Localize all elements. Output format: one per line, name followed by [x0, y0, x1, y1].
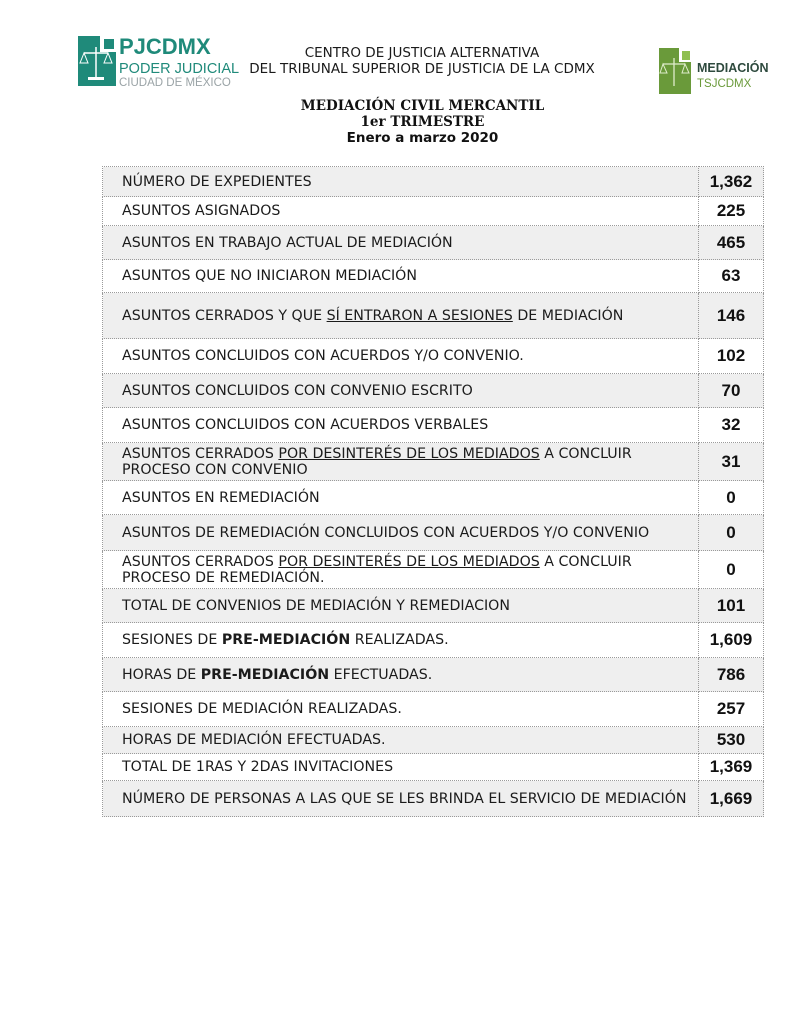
pjcdmx-logo — [78, 33, 240, 88]
row-label-text: TOTAL DE 1RAS Y 2DAS INVITACIONES — [122, 759, 394, 775]
table-row — [103, 260, 764, 293]
row-value: 1,669 — [699, 781, 764, 817]
table-row — [103, 481, 764, 515]
row-label-text: ASUNTOS EN TRABAJO ACTUAL DE MEDIACIÓN — [122, 234, 453, 251]
report-title: MEDIACIÓN CIVIL MERCANTIL — [300, 98, 545, 114]
row-value: 102 — [699, 339, 764, 374]
table-row — [103, 293, 764, 339]
row-label-text: NÚMERO DE PERSONAS A LAS QUE SE LES BRINDA EL SERVICIO DE MEDIACIÓN — [122, 790, 687, 807]
row-label-text: ASUNTOS CERRADOS — [122, 553, 279, 570]
row-label-text: ASUNTOS CONCLUIDOS CON CONVENIO ESCRITO — [122, 382, 473, 399]
row-label-text-end: DE MEDIACIÓN — [512, 307, 624, 324]
table-row — [103, 589, 764, 623]
row-label-text-end: A CONCLUIR PROCESO DE REMEDIACIÓN. — [122, 553, 632, 586]
row-label-text-end: EFECTUADAS. — [329, 666, 433, 683]
row-label-text-end: A CONCLUIR PROCESO CON CONVENIO — [122, 445, 632, 478]
row-label-underlined: SÍ ENTRARON A SESIONES — [326, 307, 513, 324]
row-value: 786 — [699, 658, 764, 692]
table-row — [103, 551, 764, 589]
table-row — [103, 658, 764, 692]
header-line-1: CENTRO DE JUSTICIA ALTERNATIVA — [304, 45, 540, 61]
row-label — [103, 260, 699, 293]
row-label-underlined: POR DESINTERÉS DE LOS MEDIADOS — [278, 553, 540, 570]
row-label — [103, 481, 699, 515]
row-value: 32 — [699, 408, 764, 443]
statistics-table — [102, 166, 764, 817]
row-label-text: HORAS DE MEDIACIÓN EFECTUADAS. — [122, 732, 386, 748]
svg-text:TSJCDMX: TSJCDMX — [697, 78, 752, 90]
row-label-text: HORAS DE — [122, 666, 201, 683]
row-label-text: ASUNTOS CERRADOS — [122, 445, 279, 462]
row-value: 146 — [699, 293, 764, 339]
row-value: 63 — [699, 260, 764, 293]
table-row — [103, 408, 764, 443]
table-row — [103, 443, 764, 481]
table-row — [103, 226, 764, 260]
row-value: 1,369 — [699, 754, 764, 781]
row-value: 530 — [699, 727, 764, 754]
svg-text:PJCDMX: PJCDMX — [119, 34, 211, 59]
row-label-bold: PRE-MEDIACIÓN — [221, 632, 351, 648]
table-row — [103, 339, 764, 374]
row-label-bold: PRE-MEDIACIÓN — [200, 666, 330, 683]
row-label — [103, 339, 699, 374]
row-label-text: ASUNTOS ASIGNADOS — [122, 203, 281, 219]
mediacion-emblem-icon — [659, 48, 691, 94]
row-label-text: ASUNTOS EN REMEDIACIÓN — [122, 489, 320, 506]
row-label-text: ASUNTOS CONCLUIDOS CON ACUERDOS VERBALES — [122, 417, 489, 433]
row-value: 257 — [699, 692, 764, 727]
row-label — [103, 658, 699, 692]
row-label-text: SESIONES DE — [122, 632, 222, 648]
svg-text:CIUDAD DE MÉXICO: CIUDAD DE MÉXICO — [119, 77, 231, 88]
row-label-text: SESIONES DE MEDIACIÓN REALIZADAS. — [122, 701, 402, 717]
table-row — [103, 197, 764, 226]
row-value: 225 — [699, 197, 764, 226]
table-row — [103, 781, 764, 817]
row-label — [103, 692, 699, 727]
report-date-range: Enero a marzo 2020 — [346, 130, 499, 146]
row-label-text: ASUNTOS CERRADOS Y QUE — [122, 307, 327, 324]
row-label — [103, 727, 699, 754]
svg-text:PODER JUDICIAL: PODER JUDICIAL — [119, 61, 240, 77]
table-row — [103, 623, 764, 658]
row-label-underlined: POR DESINTERÉS DE LOS MEDIADOS — [278, 445, 540, 462]
row-label-text: NÚMERO DE EXPEDIENTES — [122, 173, 312, 190]
row-label — [103, 197, 699, 226]
table-row — [103, 727, 764, 754]
row-label-text-end: REALIZADAS. — [350, 632, 449, 648]
institution-header — [232, 45, 612, 77]
svg-text:MEDIACIÓN: MEDIACIÓN — [697, 61, 769, 75]
row-label — [103, 781, 699, 817]
table-row — [103, 374, 764, 408]
row-label — [103, 551, 699, 589]
row-label-text: ASUNTOS CONCLUIDOS CON ACUERDOS Y/O CONVENIO. — [122, 348, 524, 364]
row-value: 31 — [699, 443, 764, 481]
row-value: 70 — [699, 374, 764, 408]
row-label — [103, 515, 699, 551]
row-label-text: ASUNTOS DE REMEDIACIÓN CONCLUIDOS CON ACUERDOS Y/O CONVENIO — [122, 524, 650, 541]
scales-emblem-icon — [78, 36, 116, 86]
row-label — [103, 754, 699, 781]
row-label — [103, 408, 699, 443]
report-period: 1er TRIMESTRE — [360, 113, 485, 130]
row-value: 0 — [699, 515, 764, 551]
row-label — [103, 293, 699, 339]
row-label — [103, 374, 699, 408]
table-row — [103, 167, 764, 197]
row-value: 101 — [699, 589, 764, 623]
row-label — [103, 589, 699, 623]
row-label — [103, 226, 699, 260]
header-line-2: DEL TRIBUNAL SUPERIOR DE JUSTICIA DE LA CDMX — [249, 61, 595, 77]
row-label-text: TOTAL DE CONVENIOS DE MEDIACIÓN Y REMEDIACION — [122, 597, 510, 614]
row-value: 465 — [699, 226, 764, 260]
row-label — [103, 443, 699, 481]
row-value: 0 — [699, 481, 764, 515]
row-label-text: ASUNTOS QUE NO INICIARON MEDIACIÓN — [122, 268, 417, 284]
table-row — [103, 692, 764, 727]
row-value: 1,362 — [699, 167, 764, 197]
table-row — [103, 754, 764, 781]
table-row — [103, 515, 764, 551]
report-titles — [220, 99, 625, 146]
row-label — [103, 623, 699, 658]
row-label — [103, 167, 699, 197]
mediacion-logo — [657, 46, 772, 96]
row-value: 1,609 — [699, 623, 764, 658]
row-value: 0 — [699, 551, 764, 589]
